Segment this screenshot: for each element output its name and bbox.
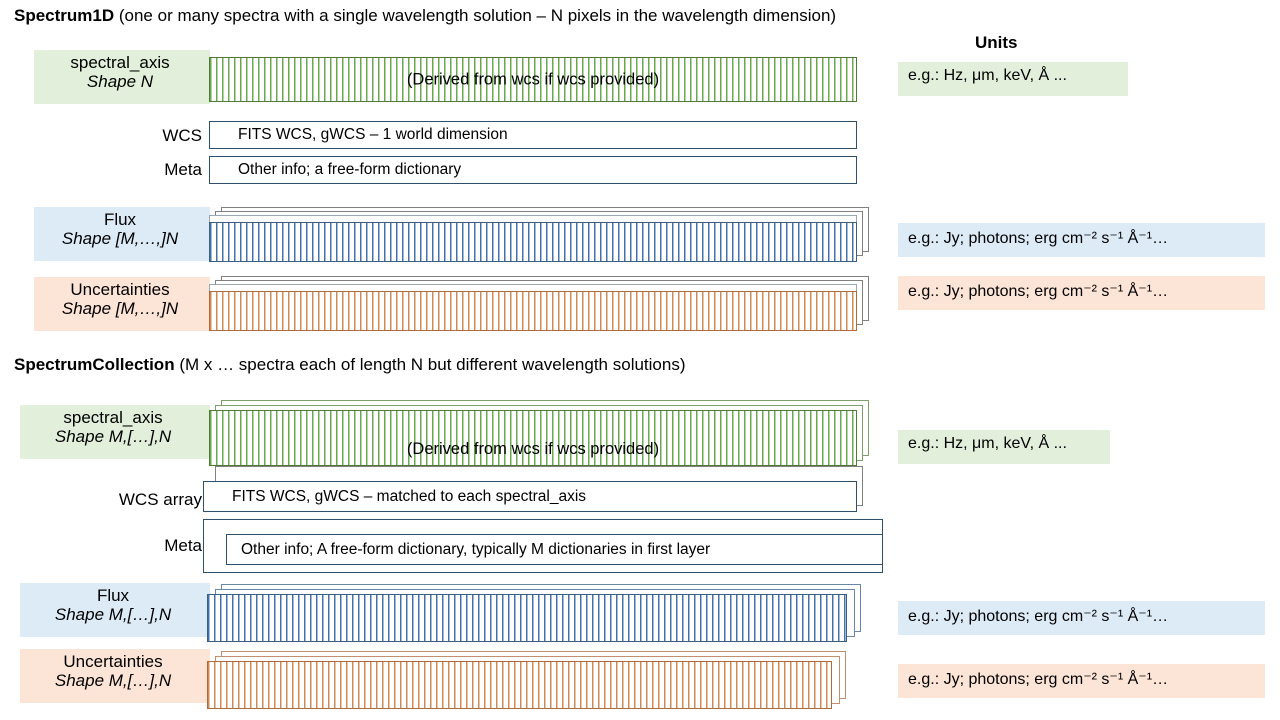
meta-collection-box [226,534,883,565]
collection-uncertainties-stripes [208,662,831,708]
collection-spectral-axis-bar [209,410,857,466]
section-title-spectrumcollection [14,355,686,375]
wcs-array-box [203,481,857,512]
row-label-title: Flux [96,586,130,605]
collection-flux-bar [207,594,847,642]
row-label-title: Flux [103,210,137,229]
row-label-wcs-array [20,487,210,513]
row-label-wcs [34,123,210,149]
row-label-title: Uncertainties [70,280,170,299]
wcs-box-text: FITS WCS, gWCS – 1 world dimension [238,126,508,143]
uncertainties-stripes [210,292,856,330]
row-label-title: spectral_axis [63,408,163,427]
meta-box [209,156,857,184]
section-title-rest: (one or many spectra with a single wavelength solution – N pixels in the wavelength dimension) [114,6,837,25]
row-label-title: Meta [164,536,202,555]
section-title-bold: SpectrumCollection [14,355,175,374]
section-title-rest: (M x … spectra each of length N but different wavelength solutions) [174,355,686,374]
row-label-spectral-axis-collection [20,405,210,459]
row-label-flux [34,207,210,261]
unit-chip-flux: e.g.: Jy; photons; erg cm⁻² s⁻¹ Å⁻¹… [898,223,1265,257]
row-label-title: Uncertainties [63,652,163,671]
collection-uncertainties-bar [207,661,832,709]
flux-stripes [210,223,856,261]
row-label-shape: Shape [M,…,]N [61,299,179,319]
row-label-meta-collection [20,533,210,559]
section-title-spectrum1d [14,6,836,26]
unit-chip-collection-uncertainties: e.g.: Jy; photons; erg cm⁻² s⁻¹ Å⁻¹… [898,664,1265,698]
collection-flux-stripes [208,595,846,641]
row-label-spectral-axis [34,50,210,104]
wcs-array-box-text: FITS WCS, gWCS – matched to each spectral_axis [232,487,587,505]
row-label-uncertainties-collection [20,649,210,703]
spectral-axis-bar-text: (Derived from wcs if wcs provided) [406,70,660,88]
row-label-shape: Shape M,[…],N [54,427,172,447]
section-title-bold: Spectrum1D [14,6,115,25]
unit-chip-uncertainties: e.g.: Jy; photons; erg cm⁻² s⁻¹ Å⁻¹… [898,276,1265,310]
row-label-flux-collection [20,583,210,637]
row-label-meta [34,157,210,183]
row-label-shape: Shape N [86,72,154,92]
flux-bar [209,222,857,262]
spectral-axis-bar [209,57,857,102]
unit-chip-collection-flux: e.g.: Jy; photons; erg cm⁻² s⁻¹ Å⁻¹… [898,601,1265,635]
row-label-shape: Shape M,[…],N [54,671,172,691]
unit-chip-spectral-axis: e.g.: Hz, μm, keV, Å ... [898,62,1128,96]
unit-chip-collection-spectral-axis: e.g.: Hz, μm, keV, Å ... [898,430,1110,464]
row-label-title: Meta [164,160,202,179]
row-label-shape: Shape [M,…,]N [61,229,179,249]
units-header: Units [975,33,1018,52]
row-label-title: WCS array [118,490,202,509]
row-label-title: WCS [162,126,202,145]
row-label-shape: Shape M,[…],N [54,605,172,625]
meta-collection-box-text: Other info; A free-form dictionary, typically M dictionaries in first layer [241,540,711,558]
row-label-uncertainties [34,277,210,331]
collection-spectral-axis-bar-text: (Derived from wcs if wcs provided) [406,440,660,458]
wcs-box [209,121,857,149]
row-label-title: spectral_axis [70,53,170,72]
uncertainties-bar [209,291,857,331]
meta-box-text: Other info; a free-form dictionary [238,161,462,178]
